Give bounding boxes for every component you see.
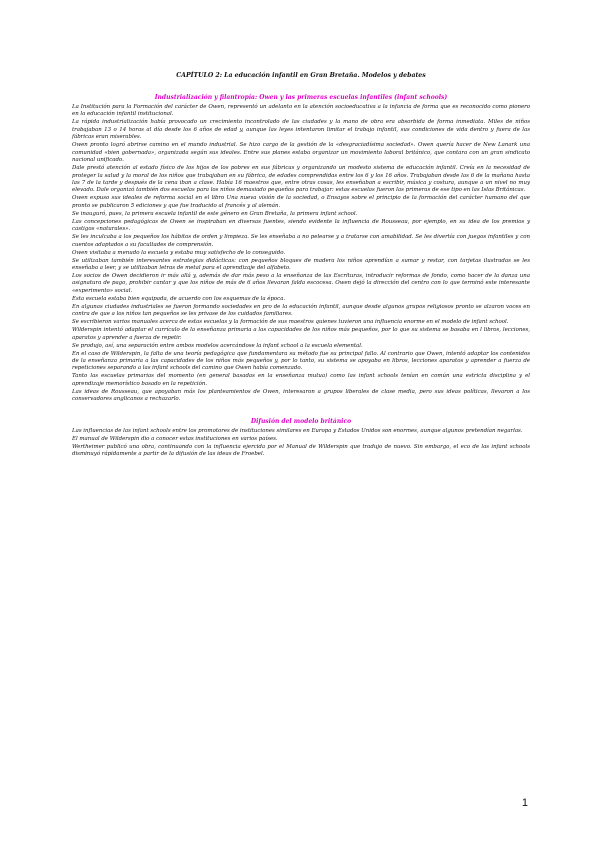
paragraph: Owen expuso sus ideales de reforma social en el libro Una nueva visión de la sociedad, o Ensayos sobre el principio de la formación del carácter humano del que pronto se publicaron 5 ediciones y que fue traducido al francés y al alemán. (72, 195, 530, 209)
paragraph: Tanto las escuelas primarias del momento (en general basadas en la enseñanza mutua) como las infant schools tenían en común una estricta disciplina y el aprendizaje memorístico basado en la repetición. (72, 373, 530, 387)
paragraph: Dale prestó atención al estado físico de los hijos de los pobres en sus fábricas y organizando un modesto sistema de educación infantil. Creía en la necesidad de proteger la salud y la moral de los niños que trabajaban en su fábrica, de edades comprendidas entre los 6 y los 16 años. Trabajaban desde las 6 de la mañana hasta las 7 de la tarde y después de la cena iban a clase. Había 16 maestros que, entre otras cosas, les enseñaban a escribir, música y costura, aunque a un nivel no muy elevado. Dale organizó también dos escuelas para los niños demasiado pequeños para trabajar: estas escuelas fueron las primeras de ese tipo en las Islas Británicas. (72, 165, 530, 194)
paragraph: Las ideas de Rousseau, que apoyaban más los planteamientos de Owen, interesaron a grupos liberales de clase media, pero sus ideas políticas, llevaron a los conservadores anglicanos a rechazarlo. (72, 388, 530, 403)
page-content (72, 72, 530, 472)
section-diffusion (72, 418, 530, 459)
paragraph: Se produjo, así, una separación entre ambos modelos acercándose la infant school a la escuela elemental. (72, 342, 363, 349)
section-heading: Difusión del modelo británico (250, 417, 352, 425)
paragraph: Se les inculcaba a los pequeños los hábitos de orden y limpieza. Se les enseñaba a no pelearse y a tratarse con amabilidad. Se les divertía con juegos infantiles y con cuentos adaptados a su facultades de comprensión. (72, 234, 530, 248)
chapter-title: CAPÍTULO 2: La educación infantil en Gran Bretaña. Modelos y debates (176, 72, 426, 79)
paragraph: La Institución para la Formación del carácter de Owen, representó un adelanto en la atención socioeducativa a la infancia de forma que es reconocido como pionero en la educación infantil institucional. (72, 104, 530, 118)
paragraph: En algunas ciudades industriales se fueron formando sociedades en pro de la educación infantil, aunque desde algunos grupos religiosos pronto se alzaron voces en contra de que a los niños tan pequeños se les privase de los cuidados familiares. (72, 303, 530, 318)
paragraph: La rápida industrialización había provocado un crecimiento incontrolado de las ciudades y la mano de obra era absorbida de forma inmediata. Miles de niños trabajaban 13 o 14 horas al día desde los 6 años de edad y, aunque las leyes intentaron limitar el trabajo infantil, sus condiciones de vida dentro y fuera de las fábricas eran miserables. (72, 119, 530, 141)
page-number: 1 (521, 797, 528, 809)
paragraph: Se utilizaban también interesantes estrategias didácticas: con pequeños bloques de madera los niños aprendían a sumar y restar, con tarjetas ilustradas se les enseñaba a leer, y se utilizaban letras de metal para el aprendizaje del alfabeto. (72, 257, 530, 272)
paragraph: Wilderspin intentó adaptar el currículo de la enseñanza primaria a las capacidades de los niños más pequeños, por lo que su sistema se basaba en l libros, lecciones, aparatos y aprender a fuerza de repetir. (72, 327, 530, 341)
paragraph: Owen visitaba a menudo la escuela y estaba muy satisfecho de lo conseguido. (72, 249, 286, 256)
paragraph: En el caso de Wilderspin, la falta de una teoría pedagógica que fundamentara su método fue su principal fallo. Al contrario que Owen, intentó adaptar los contenidos de la enseñanza primaria a las capacidades de los niños más pequeños y, por lo tanto, su sistema se apoyaba en libros, lecciones aparatos y aprender a fuerza de repeticiones separando a las infant schools del camino que Owen había comenzado. (72, 350, 530, 372)
paragraph: Los socios de Owen decidieron ir más allá y, además de dar más peso a la enseñanza de las Escrituras, introducir reformas de fondo, como hacer de la danza una asignatura de pago, prohibir cantar y que los niños de más de 6 años llevaran falda escocesa. Owen dejó la dirección del centro con lo que terminó este interesante «experimento» social. (72, 272, 530, 294)
paragraph: Esta escuela estaba bien equipada, de acuerdo con los esquemas de la época. (72, 295, 286, 302)
paragraph: Se escribieron varios manuales acerca de estas escuelas y la formación de sus maestros quienes tuvieron una influencia enorme en el modelo de infant school. (72, 319, 509, 326)
paragraph: Las concepciones pedagógicas de Owen se inspiraban en diversas fuentes, siendo evidente la influencia de Rousseau, por ejemplo, en su idea de los premios y castigos «naturales». (72, 218, 530, 233)
paragraph: Las influencias de las infant schools entre los promotores de instituciones similares en Europa y Estados Unidos son enormes, aunque algunos pretendían negarlas. (72, 427, 523, 434)
section-heading: Industrialización y filantropía: Owen y las primeras escuelas infantiles (infant schools) (154, 94, 448, 101)
paragraph: Owen pronto logró abrirse camino en el mundo industrial. Se hizo cargo de la gestión de la «desgraciadísima sociedad». Owen quería hacer de New Lanark una comunidad «bien gobernada», organizada según sus ideales. Entre sus planes estaba organizar un movimiento laboral británico, que contara con un gran sindicato nacional unificado. (72, 142, 530, 164)
paragraph: Se inauguró, pues, la primera escuela infantil de este género en Gran Bretaña, la primera infant school. (72, 210, 358, 217)
paragraph: El manual de Wilderspin dio a conocer estas instituciones en varios países. (72, 435, 278, 442)
section-industrialization (72, 94, 530, 404)
paragraph: Wertheimer publicó una obra, continuando con la influencia ejercida por el Manual de Wilderspin que tradujo de nuevo. Sin embargo, el eco de las infant schools disminuyó rápidamente a partir de la difusión de las ideas de Froebel. (72, 443, 530, 458)
